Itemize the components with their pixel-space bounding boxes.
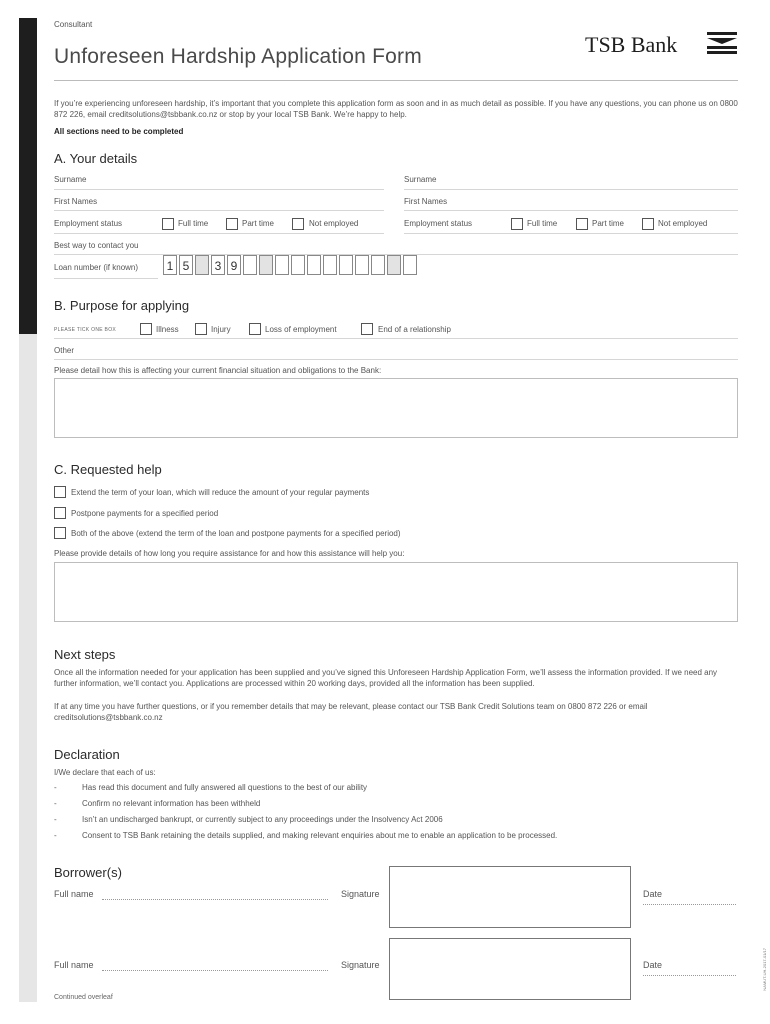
employment-line-2 [404,233,738,234]
loan-digit-cell[interactable] [307,255,321,275]
first-names-label-2: First Names [404,197,448,206]
loan-digit-cell[interactable]: 5 [179,255,193,275]
postpone-label: Postpone payments for a specified period [71,509,219,518]
bullet-dash: - [54,783,57,792]
part-time-checkbox-1[interactable] [226,218,238,230]
next-steps-p1: Once all the information needed for your application has been supplied and you’ve signed this Unforeseen Hardship Application Form, we’ll assess the information provided. If we need any further information, we’ll contact you. Applications are processed within 20 working days, provided all the information has been supplied. [54,668,718,688]
both-checkbox[interactable] [54,527,66,539]
loan-digit-cell[interactable] [339,255,353,275]
extend-term-label: Extend the term of your loan, which will reduce the amount of your regular payments [71,488,370,497]
loan-digit-cell[interactable] [291,255,305,275]
full-name-line-1[interactable] [102,899,328,900]
signature-label-2: Signature [341,960,380,970]
full-name-label-2: Full name [54,960,94,970]
full-name-label-1: Full name [54,889,94,899]
bullet-dash: - [54,815,57,824]
injury-checkbox[interactable] [195,323,207,335]
bullet-dash: - [54,831,57,840]
extend-term-checkbox[interactable] [54,486,66,498]
section-c-heading: C. Requested help [54,462,162,477]
surname-line-1[interactable] [54,189,384,190]
loan-number-label: Loan number (if known) [54,263,139,272]
signature-label-1: Signature [341,889,380,899]
contact-label: Best way to contact you [54,241,139,250]
loan-digit-cell[interactable]: 9 [227,255,241,275]
part-time-label-2: Part time [592,219,625,228]
signature-box-2[interactable] [389,938,631,1000]
loan-digit-cell[interactable] [243,255,257,275]
loan-digit-cell[interactable] [323,255,337,275]
section-a-heading: A. Your details [54,151,138,166]
declaration-item-4: Consent to TSB Bank retaining the details supplied, and making relevant enquiries about me to enable an application to be processed. [82,831,558,840]
other-label: Other [54,346,75,355]
intro-text: If you’re experiencing unforeseen hardship, it’s important that you complete this application form as soon and in as much detail as possible. If you have any questions, you can phone us on 0800 872 226, email creditsolutions@tsbbank.co.nz or stop by your local TSB Bank. We’re happy to help. [54,99,738,119]
surname-label-2: Surname [404,175,437,184]
declaration-item-2: Confirm no relevant information has been withheld [82,799,261,808]
loss-of-employment-label: Loss of employment [265,325,337,334]
loss-of-employment-checkbox[interactable] [249,323,261,335]
end-of-relationship-label: End of a relationship [378,325,451,334]
surname-line-2[interactable] [404,189,738,190]
loan-digit-cell[interactable] [195,255,209,275]
not-employed-label-1: Not employed [309,219,359,228]
part-time-label-1: Part time [242,219,275,228]
loan-digit-cell[interactable] [371,255,385,275]
declaration-intro: I/We declare that each of us: [54,768,156,777]
first-names-line-1[interactable] [54,210,384,211]
illness-checkbox[interactable] [140,323,152,335]
surname-label-1: Surname [54,175,87,184]
other-line[interactable] [54,359,738,360]
full-name-line-2[interactable] [102,970,328,971]
loan-digit-cell[interactable] [275,255,289,275]
loan-digit-cell[interactable] [355,255,369,275]
first-names-line-2[interactable] [404,210,738,211]
borrowers-heading: Borrower(s) [54,865,122,880]
date-line-2[interactable] [643,975,736,976]
date-label-1: Date [643,889,663,899]
full-time-checkbox-2[interactable] [511,218,523,230]
full-time-label-2: Full time [527,219,558,228]
loan-digit-cell[interactable] [387,255,401,275]
both-label: Both of the above (extend the term of the loan and postpone payments for a specified period) [71,529,401,538]
declaration-item-1: Has read this document and fully answered all questions to the best of our ability [82,783,368,792]
date-line-1[interactable] [643,904,736,905]
illness-label: Illness [156,325,179,334]
loan-digit-cell[interactable] [403,255,417,275]
bullet-dash: - [54,799,57,808]
next-steps-heading: Next steps [54,647,116,662]
next-steps-p2: If at any time you have further questions, or if you remember details that may be relevant, please contact our TSB Bank Credit Solutions team on 0800 872 226 or email creditsolutions@tsbbank.co.nz [54,702,648,722]
employment-status-label-2: Employment status [404,219,473,228]
intro-bold: All sections need to be completed [54,127,184,136]
header-divider [54,80,738,81]
injury-label: Injury [211,325,231,334]
first-names-label-1: First Names [54,197,98,206]
sidebar-light-strip [19,334,37,1002]
loan-line [54,278,158,279]
date-label-2: Date [643,960,663,970]
continued-overleaf: Continued overleaf [54,994,113,1001]
declaration-heading: Declaration [54,747,120,762]
consultant-label: Consultant [54,20,93,29]
tick-line [54,338,738,339]
purpose-detail-textarea[interactable] [54,378,738,438]
page-title: Unforeseen Hardship Application Form [54,45,422,68]
logo-text: TSB Bank [585,32,678,57]
form-code: NAMUT-UH-2017-01/17 [762,948,767,991]
end-of-relationship-checkbox[interactable] [361,323,373,335]
assistance-detail-textarea[interactable] [54,562,738,622]
full-time-checkbox-1[interactable] [162,218,174,230]
employment-line-1 [54,233,384,234]
loan-digit-cell[interactable]: 3 [211,255,225,275]
tsb-logo-icon [706,32,738,54]
not-employed-checkbox-1[interactable] [292,218,304,230]
part-time-checkbox-2[interactable] [576,218,588,230]
loan-digit-cell[interactable]: 1 [163,255,177,275]
employment-status-label-1: Employment status [54,219,123,228]
not-employed-label-2: Not employed [658,219,708,228]
tick-one-label: PLEASE TICK ONE BOX [54,327,117,333]
purpose-detail-prompt: Please detail how this is affecting your current financial situation and obligations to the Bank: [54,366,382,375]
assistance-detail-prompt: Please provide details of how long you require assistance for and how this assistance will help you: [54,549,405,558]
loan-digit-cell[interactable] [259,255,273,275]
postpone-checkbox[interactable] [54,507,66,519]
sidebar-dark-strip [19,18,37,334]
declaration-item-3: Isn’t an undischarged bankrupt, or currently subject to any proceedings under the Insolvency Act 2006 [82,815,443,824]
not-employed-checkbox-2[interactable] [642,218,654,230]
section-b-heading: B. Purpose for applying [54,298,190,313]
signature-box-1[interactable] [389,866,631,928]
full-time-label-1: Full time [178,219,209,228]
